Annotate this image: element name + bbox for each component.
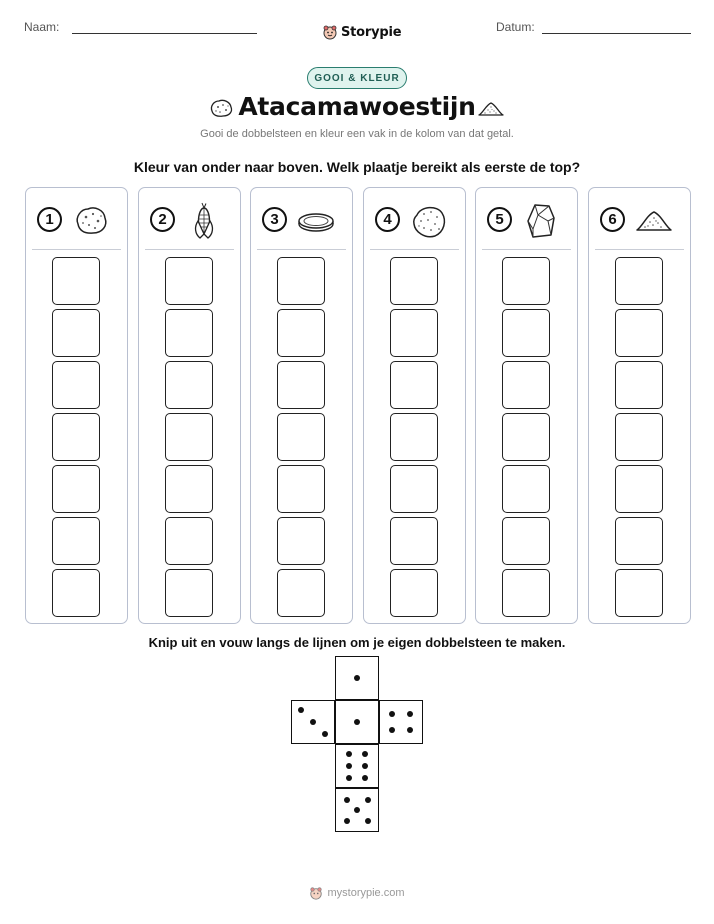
color-box[interactable] — [165, 569, 213, 617]
column-number: 1 — [37, 207, 62, 232]
date-line[interactable] — [542, 33, 691, 34]
color-box[interactable] — [52, 361, 100, 409]
column-divider — [595, 249, 684, 250]
column-number: 2 — [150, 207, 175, 232]
die-pip — [344, 818, 350, 824]
die-pip — [346, 763, 352, 769]
color-box[interactable] — [502, 309, 550, 357]
color-box[interactable] — [615, 361, 663, 409]
die-pip — [365, 797, 371, 803]
crystal-icon — [521, 201, 561, 241]
die-face-4 — [379, 700, 423, 744]
color-box[interactable] — [390, 309, 438, 357]
color-box[interactable] — [615, 309, 663, 357]
column-5 — [475, 187, 578, 624]
die-pip — [407, 711, 413, 717]
storypie-mascot-icon — [322, 24, 338, 40]
column-number: 3 — [262, 207, 287, 232]
potato-icon — [409, 201, 449, 241]
color-box[interactable] — [390, 257, 438, 305]
die-pip — [298, 707, 304, 713]
color-box[interactable] — [390, 465, 438, 513]
coin-icon — [296, 201, 336, 241]
color-box[interactable] — [615, 569, 663, 617]
color-box[interactable] — [615, 517, 663, 565]
die-pip — [346, 775, 352, 781]
name-line[interactable] — [72, 33, 257, 34]
color-box[interactable] — [165, 309, 213, 357]
storypie-mascot-icon — [309, 886, 323, 900]
die-pip — [362, 751, 368, 757]
sand-pile-icon — [477, 96, 505, 120]
color-box[interactable] — [165, 517, 213, 565]
color-box[interactable] — [390, 361, 438, 409]
color-box[interactable] — [502, 413, 550, 461]
column-divider — [32, 249, 121, 250]
column-6 — [588, 187, 691, 624]
die-face-3 — [291, 700, 335, 744]
sand-pile-icon — [634, 201, 674, 241]
color-box[interactable] — [502, 257, 550, 305]
die-pip — [362, 775, 368, 781]
title-row — [0, 92, 714, 126]
date-label: Datum: — [496, 20, 535, 34]
subtitle: Gooi de dobbelsteen en kleur een vak in de kolom van dat getal. — [200, 128, 514, 140]
color-box[interactable] — [52, 465, 100, 513]
color-box[interactable] — [52, 517, 100, 565]
color-box[interactable] — [277, 309, 325, 357]
die-face-1 — [335, 700, 379, 744]
activity-badge: GOOI & KLEUR — [307, 67, 407, 89]
color-box[interactable] — [52, 569, 100, 617]
die-face-1 — [335, 656, 379, 700]
color-box[interactable] — [165, 465, 213, 513]
corn-icon — [184, 201, 224, 241]
brand-name: Storypie — [341, 24, 402, 40]
die-pip — [365, 818, 371, 824]
color-box[interactable] — [615, 413, 663, 461]
color-box[interactable] — [277, 517, 325, 565]
header-row — [0, 12, 714, 42]
footer-url: mystorypie.com — [327, 887, 405, 899]
die-face-5 — [335, 788, 379, 832]
color-box[interactable] — [165, 361, 213, 409]
color-box[interactable] — [390, 413, 438, 461]
rock-icon — [71, 201, 111, 241]
color-box[interactable] — [165, 257, 213, 305]
die-pip — [389, 711, 395, 717]
color-box[interactable] — [277, 569, 325, 617]
die-pip — [354, 675, 360, 681]
column-divider — [257, 249, 346, 250]
column-divider — [370, 249, 459, 250]
column-number: 4 — [375, 207, 400, 232]
color-box[interactable] — [52, 413, 100, 461]
column-number: 6 — [600, 207, 625, 232]
column-divider — [145, 249, 234, 250]
color-box[interactable] — [277, 413, 325, 461]
column-number: 5 — [487, 207, 512, 232]
color-box[interactable] — [52, 257, 100, 305]
column-3 — [250, 187, 353, 624]
color-box[interactable] — [502, 517, 550, 565]
column-2 — [138, 187, 241, 624]
color-box[interactable] — [615, 465, 663, 513]
color-box[interactable] — [502, 465, 550, 513]
name-label: Naam: — [24, 20, 60, 34]
die-pip — [322, 731, 328, 737]
color-box[interactable] — [390, 517, 438, 565]
die-pip — [346, 751, 352, 757]
die-pip — [362, 763, 368, 769]
page-title: Atacamawoestijn — [238, 92, 476, 121]
color-box[interactable] — [52, 309, 100, 357]
die-pip — [354, 807, 360, 813]
instruction: Kleur van onder naar boven. Welk plaatje bereikt als eerste de top? — [133, 159, 581, 175]
column-1 — [25, 187, 128, 624]
color-box[interactable] — [502, 361, 550, 409]
column-4 — [363, 187, 466, 624]
die-pip — [389, 727, 395, 733]
cut-instruction: Knip uit en vouw langs de lijnen om je eigen dobbelsteen te maken. — [148, 635, 566, 650]
die-pip — [354, 719, 360, 725]
color-box[interactable] — [502, 569, 550, 617]
die-face-6 — [335, 744, 379, 788]
die-pip — [310, 719, 316, 725]
color-box[interactable] — [277, 257, 325, 305]
footer — [0, 886, 714, 900]
brand-logo — [322, 24, 401, 40]
color-box[interactable] — [277, 361, 325, 409]
die-pip — [407, 727, 413, 733]
column-divider — [482, 249, 571, 250]
color-box[interactable] — [615, 257, 663, 305]
color-box[interactable] — [277, 465, 325, 513]
color-box[interactable] — [390, 569, 438, 617]
die-pip — [344, 797, 350, 803]
color-box[interactable] — [165, 413, 213, 461]
